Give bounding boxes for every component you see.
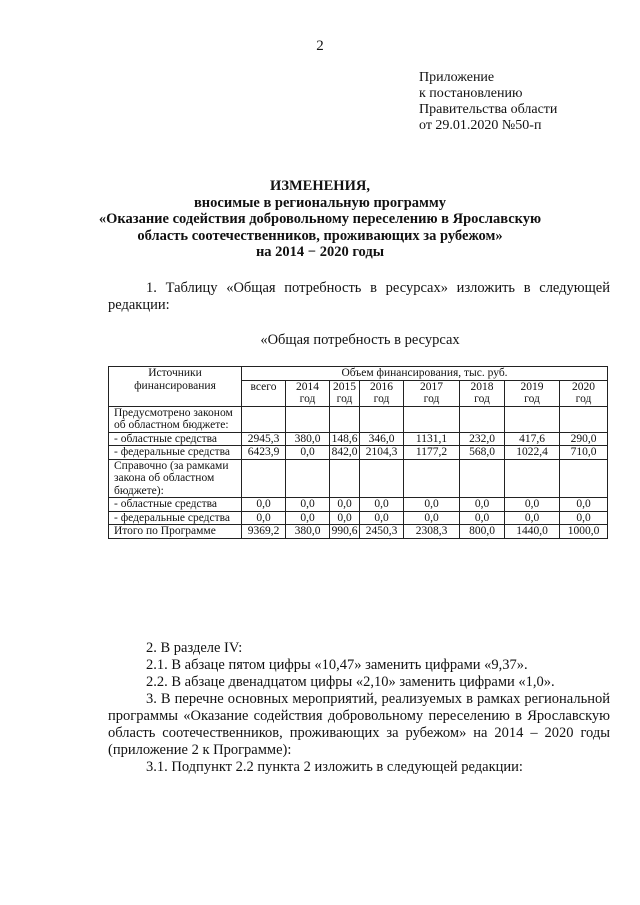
value-cell: 0,0 <box>330 511 360 525</box>
value-cell: 380,0 <box>286 432 330 446</box>
value-cell: 2945,3 <box>242 432 286 446</box>
title-line: вносимые в региональную программу <box>193 194 447 211</box>
value-cell: 0,0 <box>286 511 330 525</box>
appendix-line: Правительства области <box>419 102 558 117</box>
appendix-line: от 29.01.2020 №50-п <box>419 118 542 133</box>
value-cell: 0,0 <box>330 498 360 512</box>
title-line: область соотечественников, проживающих за рубежом» <box>137 227 503 244</box>
item-3-1: 3.1. Подпункт 2.2 пункта 2 изложить в следующей редакции: <box>146 759 523 775</box>
table-row <box>109 498 608 512</box>
year-suffix: год <box>575 393 592 405</box>
value-cell: 2308,3 <box>404 525 460 539</box>
row-label: Справочно (за рамками закона об областном бюджете): <box>109 459 242 498</box>
year-suffix: год <box>373 393 390 405</box>
value-cell <box>460 459 505 498</box>
value-cell <box>242 459 286 498</box>
header-source: Источники финансирования <box>109 367 242 407</box>
value-cell: 0,0 <box>360 511 404 525</box>
value-cell: 0,0 <box>286 498 330 512</box>
value-cell: 2104,3 <box>360 446 404 460</box>
value-cell: 710,0 <box>560 446 608 460</box>
value-cell: 9369,2 <box>242 525 286 539</box>
value-cell: 1177,2 <box>404 446 460 460</box>
year-label: 2019 <box>520 380 544 393</box>
value-cell: 0,0 <box>404 511 460 525</box>
value-cell: 380,0 <box>286 525 330 539</box>
header-year <box>286 380 330 406</box>
table-row <box>109 525 608 539</box>
table-header-row <box>109 367 608 381</box>
row-label: Предусмотрено законом об областном бюджете: <box>109 406 242 432</box>
row-label: - областные средства <box>109 432 242 446</box>
value-cell: 290,0 <box>560 432 608 446</box>
value-cell <box>286 459 330 498</box>
header-year <box>460 380 505 406</box>
item-2-2: 2.2. В абзаце двенадцатом цифры «2,10» заменить цифрами «1,0». <box>146 674 555 690</box>
value-cell: 842,0 <box>330 446 360 460</box>
row-label: - областные средства <box>109 498 242 512</box>
value-cell <box>330 406 360 432</box>
value-cell: 0,0 <box>404 498 460 512</box>
financing-table <box>108 366 608 539</box>
header-year <box>330 380 360 406</box>
header-year <box>560 380 608 406</box>
value-cell: 0,0 <box>560 498 608 512</box>
value-cell <box>460 406 505 432</box>
item-3: 3. В перечне основных мероприятий, реализуемых в рамках региональной программы «Оказание содействия добровольному переселению в Ярославскую область соотечественников, проживающих за рубежом» на 2014 – 2020 годы (приложение 2 к Программе): <box>108 691 610 758</box>
value-cell <box>360 406 404 432</box>
item-2-1: 2.1. В абзаце пятом цифры «10,47» заменить цифрами «9,37». <box>146 657 528 673</box>
value-cell <box>286 406 330 432</box>
header-year <box>242 380 286 406</box>
year-label: всего <box>250 380 277 393</box>
page-number: 2 <box>316 38 324 54</box>
value-cell: 148,6 <box>330 432 360 446</box>
value-cell: 0,0 <box>460 498 505 512</box>
value-cell <box>560 406 608 432</box>
paragraph-1: 1. Таблицу «Общая потребность в ресурсах» изложить в следующей редакции: <box>108 280 610 313</box>
value-cell: 1022,4 <box>505 446 560 460</box>
table-row <box>109 511 608 525</box>
year-suffix: год <box>299 393 316 405</box>
value-cell: 0,0 <box>286 446 330 460</box>
year-label: 2014 <box>296 380 319 393</box>
value-cell <box>242 406 286 432</box>
year-suffix: год <box>474 393 490 405</box>
table-caption: «Общая потребность в ресурсах <box>260 332 460 348</box>
year-label: 2018 <box>470 380 494 393</box>
row-label: Итого по Программе <box>109 525 242 539</box>
value-cell: 0,0 <box>560 511 608 525</box>
value-cell <box>505 406 560 432</box>
header-year <box>404 380 460 406</box>
value-cell: 6423,9 <box>242 446 286 460</box>
appendix-note <box>419 70 557 134</box>
value-cell: 1000,0 <box>560 525 608 539</box>
value-cell <box>404 459 460 498</box>
title-line: «Оказание содействия добровольному переселению в Ярославскую <box>98 211 542 227</box>
row-label: - федеральные средства <box>109 446 242 460</box>
value-cell: 0,0 <box>505 511 560 525</box>
year-label: 2016 <box>370 380 393 393</box>
value-cell: 1131,1 <box>404 432 460 446</box>
year-suffix: год <box>336 393 353 405</box>
header-volume: Объем финансирования, тыс. руб. <box>242 367 608 381</box>
value-cell: 232,0 <box>460 432 505 446</box>
value-cell <box>360 459 404 498</box>
table-row <box>109 459 608 498</box>
value-cell: 0,0 <box>242 498 286 512</box>
value-cell: 2450,3 <box>360 525 404 539</box>
title-line: на 2014 − 2020 годы <box>255 244 385 260</box>
value-cell <box>505 459 560 498</box>
value-cell <box>330 459 360 498</box>
value-cell: 0,0 <box>242 511 286 525</box>
value-cell: 0,0 <box>505 498 560 512</box>
value-cell <box>404 406 460 432</box>
table-row <box>109 406 608 432</box>
value-cell: 800,0 <box>460 525 505 539</box>
year-label: 2020 <box>572 380 595 393</box>
header-year <box>360 380 404 406</box>
row-label: - федеральные средства <box>109 511 242 525</box>
year-label: 2015 <box>333 380 356 393</box>
value-cell: 346,0 <box>360 432 404 446</box>
value-cell: 1440,0 <box>505 525 560 539</box>
value-cell: 990,6 <box>330 525 360 539</box>
title-line: ИЗМЕНЕНИЯ, <box>270 178 370 194</box>
year-suffix: год <box>423 393 440 405</box>
item-2: 2. В разделе IV: <box>146 640 243 656</box>
value-cell: 417,6 <box>505 432 560 446</box>
year-label: 2017 <box>420 380 443 393</box>
value-cell: 0,0 <box>460 511 505 525</box>
value-cell: 0,0 <box>360 498 404 512</box>
table-row <box>109 446 608 460</box>
value-cell: 568,0 <box>460 446 505 460</box>
document-title <box>60 178 580 261</box>
table-row <box>109 432 608 446</box>
year-suffix: год <box>524 393 540 405</box>
header-year <box>505 380 560 406</box>
amendments-list <box>108 640 610 776</box>
appendix-line: к постановлению <box>419 86 523 101</box>
appendix-line: Приложение <box>419 70 495 85</box>
value-cell <box>560 459 608 498</box>
